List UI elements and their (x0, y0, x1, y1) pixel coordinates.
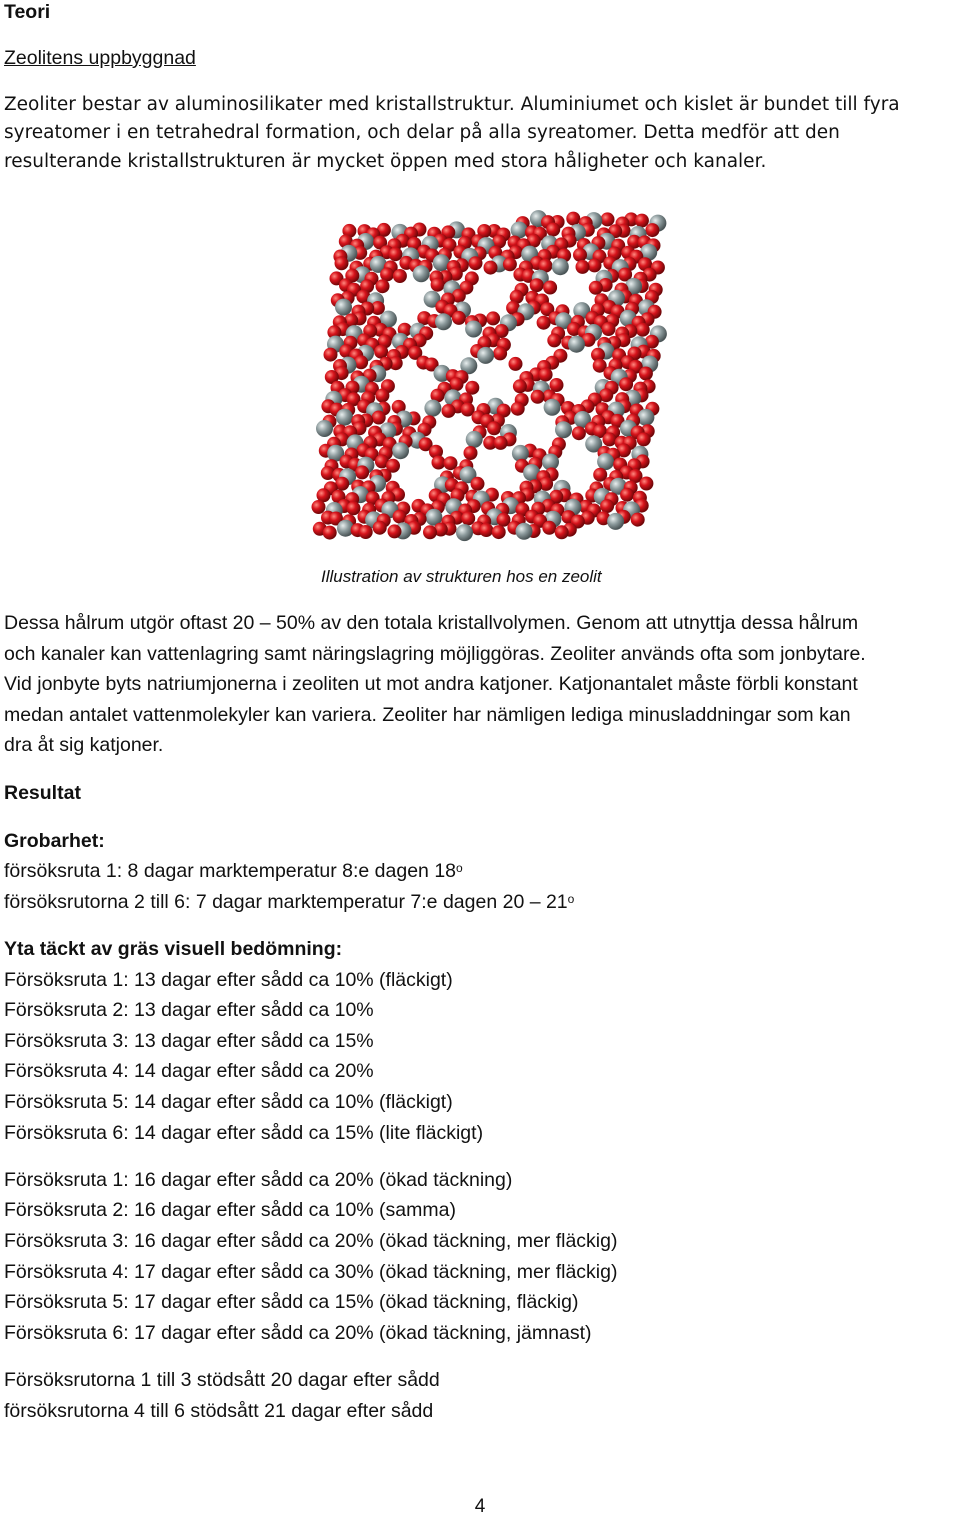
oxygen-atom (600, 499, 614, 513)
page-number: 4 (474, 1496, 486, 1517)
silicon-atom (435, 313, 452, 330)
oxygen-atom (602, 322, 616, 336)
oxygen-atom (645, 223, 659, 237)
oxygen-atom (492, 525, 506, 539)
degree-symbol: o (567, 892, 575, 906)
silicon-atom (466, 431, 483, 448)
oxygen-atom (355, 465, 369, 479)
oxygen-atom (572, 426, 586, 440)
oxygen-atom (487, 421, 501, 435)
oxygen-atom (461, 511, 475, 525)
oxygen-atom (442, 404, 456, 418)
oxygen-atom (375, 389, 389, 403)
silicon-atom (392, 442, 409, 459)
oxygen-atom (494, 436, 508, 450)
oxygen-atom (531, 390, 545, 404)
silicon-atom (316, 420, 333, 437)
oxygen-atom (464, 446, 478, 460)
coverage-line: Försöksruta 3: 16 dagar efter sådd ca 20% (ökad täckning, mer fläckig) (4, 1230, 618, 1252)
coverage-heading: Yta täckt av gräs visuell bedömning: (4, 938, 343, 960)
oxygen-atom (376, 279, 390, 293)
subsection-heading: Zeolitens uppbyggnad (4, 47, 196, 69)
grobarhet-heading: Grobarhet: (4, 830, 105, 852)
oxygen-atom (635, 214, 649, 228)
oxygen-atom (431, 278, 445, 292)
silicon-atom (424, 400, 441, 417)
oxygen-atom (542, 521, 556, 535)
section-heading-teori: Teori (4, 1, 51, 23)
oxygen-atom (432, 456, 446, 470)
silicon-atom (516, 523, 533, 540)
silicon-atom (568, 336, 585, 353)
oxygen-atom (511, 402, 525, 416)
coverage-line: Försöksruta 4: 14 dagar efter sådd ca 20% (4, 1060, 374, 1082)
coverage-line: Försöksruta 4: 17 dagar efter sådd ca 30% (ökad täckning, mer fläckig) (4, 1261, 618, 1283)
oxygen-atom (423, 525, 437, 539)
oxygen-atom (393, 269, 407, 283)
oxygen-atom (479, 523, 493, 537)
oxygen-atom (503, 257, 517, 271)
silicon-atom (465, 321, 482, 338)
body-line: Vid jonbyte byts natriumjonerna i zeoliten ut mot andra katjoner. Katjonantalet måste förbli konstant (4, 673, 858, 695)
oxygen-atom (576, 260, 590, 274)
oxygen-atom (631, 513, 645, 527)
stodsatt-line: försöksrutorna 4 till 6 stödsått 21 dagar efter sådd (4, 1400, 434, 1422)
coverage-line: Försöksruta 6: 14 dagar efter sådd ca 15% (lite fläckigt) (4, 1122, 484, 1144)
body-line: dra åt sig katjoner. (4, 734, 164, 756)
figure-caption: Illustration av strukturen hos en zeolit (321, 567, 602, 586)
silicon-atom (336, 409, 353, 426)
oxygen-atom (603, 432, 617, 446)
zeolite-structure-illustration (298, 205, 668, 550)
oxygen-atom (537, 316, 551, 330)
grobarhet-line: försöksrutorna 2 till 6: 7 dagar marktemperatur 7:e dagen 20 – 21$^o$ (4, 891, 575, 913)
silicon-atom (607, 513, 624, 530)
oxygen-atom (324, 348, 338, 362)
oxygen-atom (573, 248, 587, 262)
body-line: medan antalet vattenmolekyler kan variera. Zeoliter har nämligen lediga minusladdningar som kan (4, 704, 851, 726)
stodsatt-line: Försöksrutorna 1 till 3 stödsått 20 dagar efter sådd (4, 1369, 440, 1391)
degree-symbol: o (456, 861, 463, 875)
oxygen-atom (372, 411, 386, 425)
oxygen-atom (312, 500, 326, 514)
oxygen-atom (539, 368, 553, 382)
oxygen-atom (566, 212, 580, 226)
intro-line: resulterande kristallstrukturen är mycket öppen med stora håligheter och kanaler. (4, 151, 767, 172)
oxygen-atom (639, 367, 653, 381)
oxygen-atom (374, 345, 388, 359)
oxygen-atom (543, 281, 557, 295)
silicon-atom (456, 524, 473, 541)
oxygen-atom (509, 357, 523, 371)
coverage-line: Försöksruta 6: 17 dagar efter sådd ca 20% (ökad täckning, jämnast) (4, 1322, 592, 1344)
oxygen-atom (513, 379, 527, 393)
oxygen-atom (555, 525, 569, 539)
oxygen-atom (620, 488, 634, 502)
grobarhet-line: försöksruta 1: 8 dagar marktemperatur 8:e dagen 18$^o$ (4, 860, 463, 882)
oxygen-atom (589, 281, 603, 295)
oxygen-atom (619, 377, 633, 391)
oxygen-atom (323, 526, 337, 540)
coverage-line: Försöksruta 1: 13 dagar efter sådd ca 10% (fläckigt) (4, 969, 453, 991)
oxygen-atom (335, 256, 349, 270)
coverage-line: Försöksruta 5: 17 dagar efter sådd ca 15% (ökad täckning, fläckig) (4, 1291, 579, 1313)
silicon-atom (555, 421, 572, 438)
oxygen-atom (486, 311, 500, 325)
oxygen-atom (493, 346, 507, 360)
silicon-atom (477, 347, 494, 364)
oxygen-atom (452, 311, 466, 325)
oxygen-atom (639, 477, 653, 491)
coverage-line: Försöksruta 3: 13 dagar efter sådd ca 15% (4, 1030, 374, 1052)
oxygen-atom (637, 432, 651, 446)
oxygen-atom (469, 256, 483, 270)
oxygen-atom (471, 477, 485, 491)
body-line: och kanaler kan vattenlagring samt näringslagring möjliggöras. Zeoliter används ofta som jonbytare. (4, 643, 866, 665)
oxygen-atom (389, 247, 403, 261)
oxygen-atom (546, 223, 560, 237)
intro-line: Zeoliter bestar av aluminosilikater med kristallstruktur. Aluminiumet och kislet är bundet till fyra (4, 94, 900, 115)
coverage-line: Försöksruta 5: 14 dagar efter sådd ca 10% (fläckigt) (4, 1091, 453, 1113)
oxygen-atom (359, 525, 373, 539)
silicon-atom (544, 399, 561, 416)
silicon-atom (552, 258, 569, 275)
silicon-atom (335, 299, 352, 316)
oxygen-atom (588, 258, 602, 272)
oxygen-atom (347, 501, 361, 515)
body-line: Dessa hålrum utgör oftast 20 – 50% av den totala kristallvolymen. Genom att utnyttja dessa hålrum (4, 612, 859, 634)
oxygen-atom (450, 377, 464, 391)
oxygen-atom (547, 333, 561, 347)
oxygen-atom (388, 524, 402, 538)
silicon-atom (413, 265, 430, 282)
oxygen-atom (484, 261, 498, 275)
oxygen-atom (373, 521, 387, 535)
coverage-line: Försöksruta 2: 16 dagar efter sådd ca 10% (samma) (4, 1199, 456, 1221)
coverage-line: Försöksruta 2: 13 dagar efter sådd ca 10% (4, 999, 374, 1021)
coverage-line: Försöksruta 1: 16 dagar efter sådd ca 20% (ökad täckning) (4, 1169, 513, 1191)
oxygen-atom (636, 323, 650, 337)
intro-line: syreatomer i en tetrahedral formation, och delar på alla syreatomer. Detta medför att den (4, 122, 840, 143)
silicon-atom (597, 453, 614, 470)
section-heading-resultat: Resultat (4, 782, 81, 804)
oxygen-atom (530, 278, 544, 292)
oxygen-atom (601, 212, 615, 226)
silicon-atom (637, 409, 654, 426)
